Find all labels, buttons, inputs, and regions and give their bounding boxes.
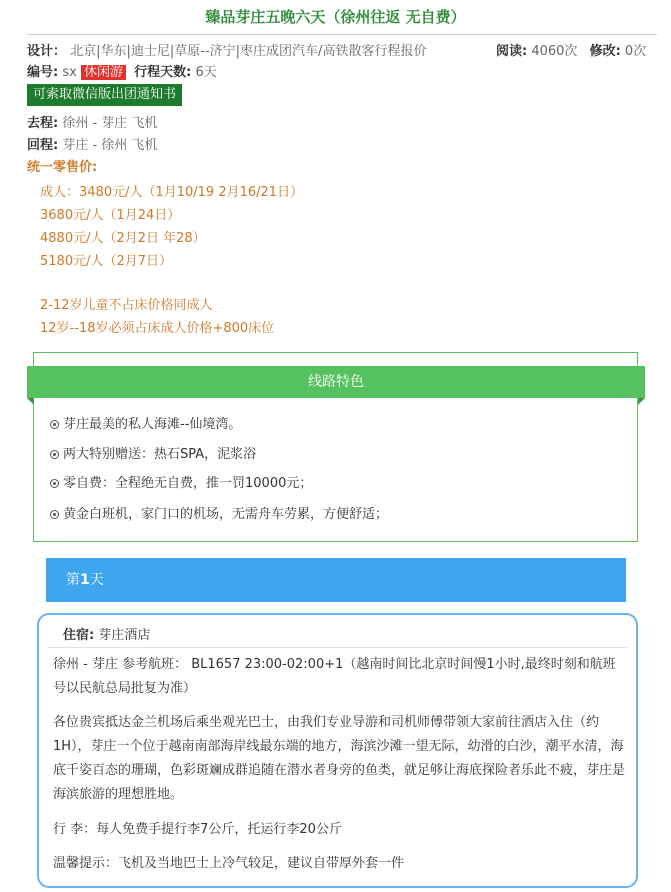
code-value: sx bbox=[62, 65, 77, 80]
stay-row bbox=[63, 624, 150, 643]
go-label: 去程: bbox=[27, 116, 59, 131]
page-title: 臻品芽庄五晚六天（徐州往返 无自费） bbox=[205, 8, 466, 26]
days-label: 行程天数: bbox=[134, 65, 192, 80]
go-value: 徐州 - 芽庄 飞机 bbox=[62, 116, 158, 131]
price-line: 3680元/人（1月24日） bbox=[40, 208, 181, 223]
stay-label: 住宿: bbox=[63, 628, 95, 643]
features-heading: 线路特色 bbox=[27, 366, 645, 398]
price-line: 4880元/人（2月2日 年28） bbox=[40, 231, 206, 246]
design-label: 设计： bbox=[27, 44, 67, 59]
day-description: 各位贵宾抵达金兰机场后乘坐观光巴士，由我们专业导游和司机师傅带领大家前往酒店入住（约1H），芽庄一个位于越南南部海岸线最东端的地方，海滨沙滩一望无际，幼滑的白沙，潮平水清，海底千姿百态的珊瑚，色彩斑斓成群追随在潜水者身旁的鱼类，就足够让海底探险者乐此不疲，芽庄是海滨旅游的理想胜地。 bbox=[53, 715, 626, 802]
return-label: 回程: bbox=[27, 138, 59, 153]
category-badge: 休闲游 bbox=[81, 65, 126, 80]
title-divider bbox=[27, 34, 657, 35]
return-value: 芽庄 - 徐州 飞机 bbox=[62, 138, 158, 153]
feature-item: 黄金白班机，家门口的机场，无需舟车劳累，方便舒适； bbox=[50, 503, 388, 522]
bullet-icon bbox=[50, 479, 59, 488]
price-label: 统一零售价: bbox=[27, 160, 98, 175]
price-line: 成人：3480元/人（1月10/19 2月16/21日） bbox=[40, 185, 304, 200]
stay-divider bbox=[47, 647, 628, 648]
flight-info: 徐州 - 芽庄 参考航班： BL1657 23:00-02:00+1（越南时间比北京时间慢1小时,最终时刻和航班号以民航总局批复为准） bbox=[53, 657, 616, 696]
day-prefix: 第 bbox=[66, 572, 80, 588]
read-count: 4060次 bbox=[531, 44, 578, 59]
day-1-header bbox=[46, 558, 626, 602]
departure-row bbox=[27, 112, 157, 131]
stay-value: 芽庄酒店 bbox=[98, 628, 151, 643]
wechat-notice-button[interactable]: 可索取微信版出团通知书 bbox=[27, 84, 182, 106]
return-row bbox=[27, 134, 157, 153]
days-value: 6天 bbox=[195, 65, 217, 80]
feature-item: 两大特别赠送：热石SPA，泥浆浴 bbox=[50, 443, 256, 462]
bullet-icon bbox=[50, 420, 59, 429]
day-number: 1 bbox=[80, 572, 90, 588]
stats-row bbox=[496, 40, 646, 59]
luggage-info: 行 李：每人免费手提行李7公斤，托运行李20公斤 bbox=[53, 822, 342, 837]
bullet-icon bbox=[50, 510, 59, 519]
design-row bbox=[27, 40, 426, 59]
price-line: 5180元/人（2月7日） bbox=[40, 254, 173, 269]
child-price-note: 2-12岁儿童不占床价格同成人 bbox=[40, 298, 213, 313]
travel-tip: 温馨提示：飞机及当地巴士上冷气较足，建议自带厚外套一件 bbox=[53, 856, 405, 871]
code-row bbox=[27, 61, 217, 80]
design-value: 北京|华东|迪士尼|草原--济宁|枣庄成团汽车/高铁散客行程报价 bbox=[70, 44, 427, 59]
feature-item: 零自费：全程绝无自费，推一罚10000元； bbox=[50, 472, 312, 491]
teen-price-note: 12岁--18岁必须占床成人价格+800床位 bbox=[40, 321, 275, 336]
feature-item: 芽庄最美的私人海滩--仙境湾。 bbox=[50, 413, 241, 432]
day-suffix: 天 bbox=[89, 572, 104, 588]
code-label: 编号: bbox=[27, 65, 59, 80]
modify-label: 修改: bbox=[589, 44, 621, 59]
read-label: 阅读: bbox=[496, 44, 528, 59]
bullet-icon bbox=[50, 450, 59, 459]
modify-count: 0次 bbox=[624, 44, 647, 59]
